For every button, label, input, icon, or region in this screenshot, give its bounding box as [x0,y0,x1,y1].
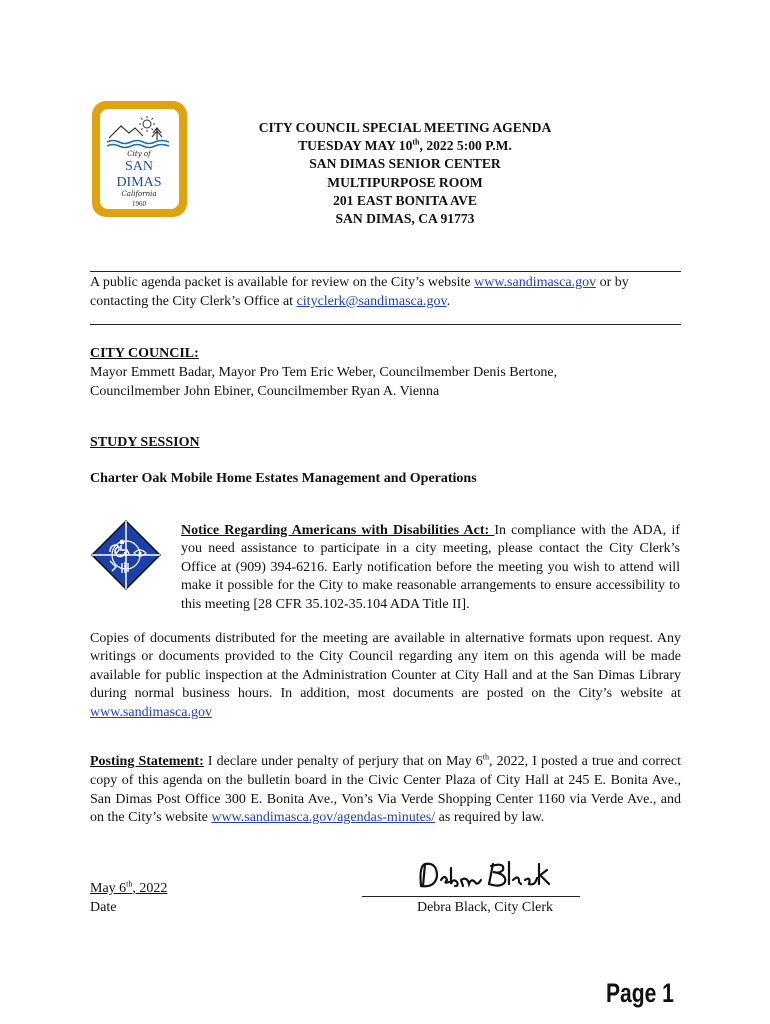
header-title: CITY COUNCIL SPECIAL MEETING AGENDA [258,120,552,135]
page-number: Page 1 [606,978,674,1008]
signer-name: Debra Black, City Clerk [416,900,554,915]
svg-text:California: California [121,190,157,198]
posting-statement: Posting Statement: I declare under penalty of perjury that on May 6th, 2022, I posted a true and correct copy of this agenda on the bulletin board in the Civic Center Plaza of City Hall at 245 E. Bonita Ave., San Dimas Post Office 300 E. Bonita Ave., Von’s Via Verde Shopping Center 1160 via Verde Ave., and on the City’s website www.sandimasca.gov/agendas-minutes/ as required by law. [90,752,682,826]
ada-accessibility-icon [90,519,162,591]
clerk-signature [415,856,555,896]
signature-line [362,896,580,897]
city-council-heading: CITY COUNCIL: [90,346,199,361]
date-label: Date [90,900,117,915]
header-date: TUESDAY MAY 10th, 2022 5:00 P.M. [298,137,512,154]
study-session-heading: STUDY SESSION [90,435,200,450]
city-seal-logo [91,100,188,218]
public-documents-notice: Copies of documents distributed for the meeting are available in alternative formats upon request. Any writings or documents provided to the City Council regarding any item on this agenda will be made available for public inspection at the Administration Counter at City Hall and at the San Dimas Library during normal business hours. In addition, most documents are posted on the City’s website at www.sandimasca.gov [90,631,681,720]
svg-text:SAN: SAN [124,159,154,174]
svg-text:City of: City of [127,150,151,158]
agenda-packet-notice: A public agenda packet is available for review on the City’s website www.sandimasca.gov or by contacting the City Clerk’s Office at cityclerk@sandimasca.gov. [90,275,629,309]
clerk-email-link[interactable]: cityclerk@sandimasca.gov [296,294,447,309]
study-session-item: Charter Oak Mobile Home Estates Management and Operations [90,471,477,486]
website-link-2[interactable]: www.sandimasca.gov [90,704,212,720]
header-street: 201 EAST BONITA AVE [333,192,477,208]
signoff-date: May 6th, 2022 [90,879,168,896]
top-divider [90,271,681,272]
posting-statement-label: Posting Statement: [90,754,204,769]
ada-notice: Notice Regarding Americans with Disabilities Act: In compliance with the ADA, if you need assistance to participate in a city meeting, please contact the City Clerk’s Office at (909) 394-6216. Early notification before the meeting you wish to attend will make it possible for the City to make reasonable arrangements to ensure accessibility to this meeting [28 CFR 35.102-35.104 ADA Title II]. [181,523,681,612]
header-room: MULTIPURPOSE ROOM [327,174,483,190]
agenda-header [200,119,610,228]
packet-divider [90,324,681,325]
city-council-members: Mayor Emmett Badar, Mayor Pro Tem Eric Weber, Councilmember Denis Bertone, Councilmember John Ebiner, Councilmember Ryan A. Vienna [90,365,558,399]
header-city: SAN DIMAS, CA 91773 [335,211,475,227]
website-link[interactable]: www.sandimasca.gov [474,275,597,290]
svg-text:DIMAS: DIMAS [116,175,162,190]
ada-notice-heading: Notice Regarding Americans with Disabilities Act: [181,523,495,538]
header-venue: SAN DIMAS SENIOR CENTER [309,156,501,172]
agendas-minutes-link[interactable]: www.sandimasca.gov/agendas-minutes/ [211,810,436,826]
svg-text:1960: 1960 [132,200,146,208]
